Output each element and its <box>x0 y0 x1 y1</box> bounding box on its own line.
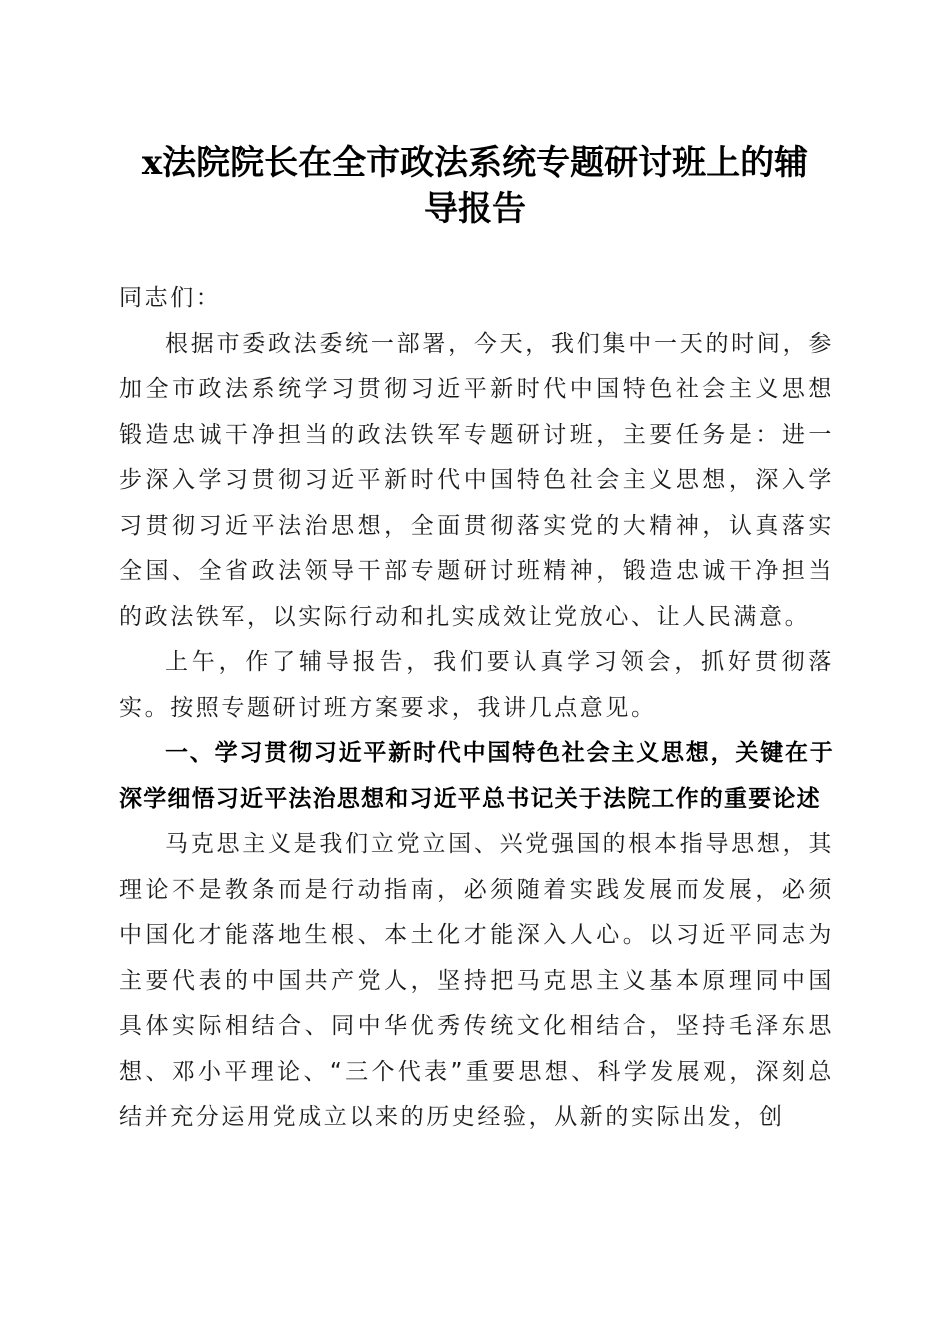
document-body <box>119 276 834 1141</box>
section-heading: 一、学习贯彻习近平新时代中国特色社会主义思想，关键在于深学细悟习近平法治思想和习近平总书记关于法院工作的重要论述 <box>119 740 834 812</box>
document-title <box>100 140 850 232</box>
title-line-1: x法院院长在全市政法系统专题研讨班上的辅 <box>141 143 809 183</box>
title-line-2: 导报告 <box>424 189 526 229</box>
paragraph-2: 上午，作了辅导报告，我们要认真学习领会，抓好贯彻落实。按照专题研讨班方案要求，我讲几点意见。 <box>119 649 834 721</box>
paragraph-1: 根据市委政法委统一部署，今天，我们集中一天的时间，参加全市政法系统学习贯彻习近平新时代中国特色社会主义思想锻造忠诚干净担当的政法铁军专题研讨班，主要任务是：进一步深入学习贯彻习近平新时代中国特色社会主义思想，深入学习贯彻习近平法治思想，全面贯彻落实党的大精神，认真落实全国、全省政法领导干部专题研讨班精神，锻造忠诚干净担当的政法铁军，以实际行动和扎实成效让党放心、让人民满意。 <box>119 330 834 630</box>
section-paragraph: 马克思主义是我们立党立国、兴党强国的根本指导思想，其理论不是教条而是行动指南，必须随着实践发展而发展，必须中国化才能落地生根、本土化才能深入人心。以习近平同志为主要代表的中国共产党人，坚持把马克思主义基本原理同中国具体实际相结合、同中华优秀传统文化相结合，坚持毛泽东思想、邓小平理论、“三个代表”重要思想、科学发展观，深刻总结并充分运用党成立以来的历史经验，从新的实际出发，创 <box>119 831 834 1130</box>
salutation: 同志们： <box>119 285 222 311</box>
